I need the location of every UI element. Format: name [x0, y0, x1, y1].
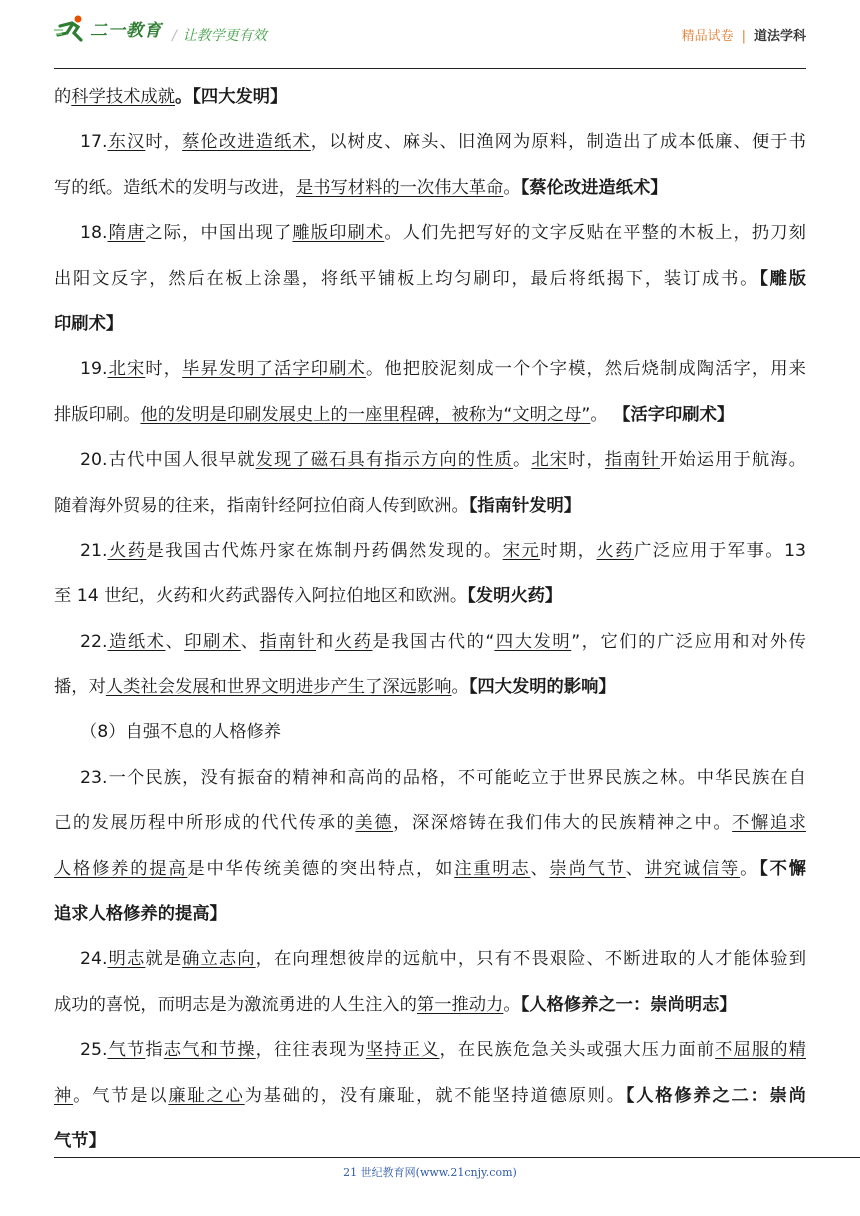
text-segment: 。 [740, 858, 760, 879]
header-rule [54, 68, 806, 69]
header-right: 精品试卷 | 道法学科 [681, 29, 806, 44]
text-segment: 为基础的，没有廉耻，就不能坚持道德原则。 [244, 1085, 626, 1106]
text-segment: 。 [503, 177, 521, 198]
text-segment: 和 [316, 631, 335, 652]
text-line [54, 78, 806, 123]
text-segment: 成功的喜悦，而明志是为激流勇进的人生注入的 [54, 994, 417, 1015]
text-line [54, 1031, 806, 1076]
key-phrase: 科学技术成就 [71, 87, 175, 107]
text-segment: 时， [568, 450, 605, 471]
header-subject: 道法学科 [753, 29, 806, 44]
text-segment: 是我国古代炼丹家在炼制丹药偶然发现的。 [146, 540, 503, 561]
key-phrase: 讲究诚信等 [644, 858, 741, 879]
text-segment: 22. [80, 631, 108, 652]
slogan: / 让教学更有效 [172, 28, 267, 44]
footer-rule [54, 1157, 860, 1158]
key-phrase: 志气和节操 [163, 1040, 256, 1061]
document-body [54, 78, 806, 1167]
key-phrase: 不屈服的精 [715, 1040, 806, 1061]
text-segment: 广泛应用于军事。13 [633, 540, 806, 561]
text-segment: 时， [145, 359, 183, 380]
text-line [54, 759, 806, 804]
key-phrase: 人格修养的提高 [54, 858, 188, 879]
key-phrase: 隋唐 [107, 223, 146, 244]
key-phrase: 注重明志 [454, 858, 531, 879]
text-line [54, 214, 806, 259]
text-line [54, 668, 806, 713]
text-segment: 20.古代中国人很早就 [80, 450, 256, 471]
text-segment: 17. [80, 132, 108, 153]
key-phrase: 人类社会发展和世界文明进步产生了深远影响 [105, 677, 452, 698]
text-segment: 。人们先把写好的文字反贴在平整的木板上，扔刀刻 [384, 223, 806, 244]
text-segment: 23.一个民族，没有振奋的精神和高尚的品格，不可能屹立于世界民族之林。中华民族在自 [80, 767, 806, 788]
key-phrase: 雕版印刷术 [292, 223, 385, 244]
text-segment: 24. [80, 949, 108, 970]
page-header [54, 14, 806, 54]
text-segment: ”，它们的广泛应用和对外传 [571, 631, 806, 652]
text-line [54, 441, 806, 486]
key-phrase: 四大发明 [494, 631, 572, 652]
text-segment: 。 [590, 404, 614, 425]
text-segment: 、 [530, 858, 550, 879]
text-line [54, 577, 806, 622]
text-segment: 随着海外贸易的往来，指南针经阿拉伯商人传到欧洲。 [54, 495, 469, 516]
text-segment: 、 [625, 858, 645, 879]
text-segment: ，往往表现为 [255, 1040, 366, 1061]
key-phrase: 气节 [107, 1040, 146, 1061]
key-phrase: 火药 [596, 540, 634, 561]
text-segment: 是中华传统美德的突出特点，如 [187, 858, 455, 879]
text-segment: ，在民族危急关头或强大压力面前 [439, 1040, 716, 1061]
key-phrase: 不懈追求 [732, 813, 806, 834]
key-phrase: 火药 [107, 540, 147, 561]
key-phrase: 火药 [334, 631, 373, 652]
logo-text: 二一教育 [90, 20, 162, 41]
key-phrase: 是书写材料的一次伟大革命 [295, 177, 504, 198]
key-phrase: 坚持正义 [365, 1040, 440, 1061]
text-segment: 指 [145, 1040, 164, 1061]
text-segment: 19. [80, 359, 108, 380]
key-phrase: 美德 [355, 813, 394, 834]
key-phrase: 指南针 [259, 631, 317, 652]
key-phrase: 崇尚气节 [549, 858, 626, 879]
text-segment: 、 [165, 631, 185, 652]
text-segment: ，以树皮、麻头、旧渔网为原料，制造出了成本低廉、便于书 [310, 132, 806, 153]
text-segment: 25. [80, 1040, 108, 1061]
text-line [54, 532, 806, 577]
text-segment: 、 [240, 631, 260, 652]
answer-tag: 【不懈 [759, 858, 806, 879]
answer-tag: 【蔡伦改进造纸术】 [520, 177, 668, 198]
text-segment: 。 [512, 450, 532, 471]
key-phrase: 造纸术 [107, 631, 166, 652]
answer-tag: 【四大发明的影响】 [468, 677, 616, 698]
text-line [54, 895, 806, 940]
key-phrase: 指南针 [604, 450, 661, 471]
key-phrase: 蔡伦改进造纸术 [182, 132, 311, 153]
text-segment: 出阳文反字，然后在板上涂墨，将纸平铺板上均匀刷印，最后将纸揭下，装订成书。 [54, 268, 760, 289]
key-phrase: 神 [54, 1085, 74, 1106]
text-segment: 是我国古代的“ [372, 631, 495, 652]
key-phrase: 发现了磁石具有指示方向的性质 [255, 450, 513, 471]
text-line [54, 305, 806, 350]
text-line [54, 850, 806, 895]
answer-tag: 【人格修养之二：崇尚 [625, 1085, 806, 1106]
text-segment: 之际，中国出现了 [145, 223, 293, 244]
text-line [54, 713, 806, 758]
text-segment: 21. [80, 540, 108, 561]
text-line [54, 396, 806, 441]
answer-tag: 气节】 [54, 1130, 106, 1151]
text-segment: （8）自强不息的人格修养 [80, 722, 282, 743]
key-phrase: 确立志向 [182, 949, 256, 970]
answer-tag: 印刷术】 [54, 313, 124, 334]
key-phrase: 北宋 [107, 359, 146, 380]
answer-tag: 【雕版 [759, 268, 806, 289]
text-segment: 18. [80, 223, 108, 244]
text-segment: 。气节是以 [73, 1085, 169, 1106]
key-phrase: 毕昇发明了活字印刷术 [182, 359, 366, 380]
logo [54, 14, 162, 42]
text-segment: 就是 [145, 949, 183, 970]
text-segment: 至 14 世纪，火药和火药武器传入阿拉伯地区和欧洲。 [54, 586, 468, 607]
answer-tag: 【发明火药】 [467, 586, 563, 607]
text-line [54, 169, 806, 214]
key-phrase: 第一推动力 [416, 994, 504, 1015]
text-line [54, 123, 806, 168]
text-segment: 时期， [540, 540, 597, 561]
key-phrase: 明志 [107, 949, 146, 970]
answer-tag: 【活字印刷术】 [613, 404, 735, 425]
page-footer: 21 世纪教育网(www.21cnjy.com) [343, 1166, 517, 1179]
key-phrase: 宋元 [502, 540, 541, 561]
text-line [54, 260, 806, 305]
key-phrase: 廉耻之心 [168, 1085, 245, 1106]
text-segment: 排版印刷。 [54, 404, 141, 425]
key-phrase: 印刷术 [184, 631, 241, 652]
text-line [54, 1122, 806, 1167]
answer-tag: 追求人格修养的提高】 [54, 904, 227, 925]
text-segment: ，在向理想彼岸的远航中，只有不畏艰险、不断进取的人才能体验到 [255, 949, 806, 970]
answer-tag: 【人格修养之一：崇尚明志】 [520, 994, 737, 1015]
text-segment: 己的发展历程中所形成的代代传承的 [54, 813, 356, 834]
text-line [54, 986, 806, 1031]
header-category: 精品试卷 [681, 29, 734, 44]
text-segment: 写的纸。造纸术的发明与改进， [54, 177, 296, 198]
runner-logo-icon [54, 14, 88, 42]
text-segment: 开始运用于航海。 [660, 450, 806, 471]
key-phrase: 北宋 [531, 450, 569, 471]
text-segment: 播，对 [54, 677, 106, 698]
text-segment: 的 [54, 87, 72, 107]
text-segment: 时， [145, 132, 183, 153]
text-segment: 。 [451, 677, 469, 698]
text-line [54, 940, 806, 985]
key-phrase: 东汉 [107, 132, 146, 153]
text-line [54, 1077, 806, 1122]
text-line [54, 487, 806, 532]
text-segment: 。 [503, 994, 521, 1015]
key-phrase: 他的发明是印刷发展史上的一座里程碑，被称为“文明之母” [140, 404, 591, 425]
text-line [54, 350, 806, 395]
text-segment: ，深深熔铸在我们伟大的民族精神之中。 [393, 813, 733, 834]
text-line [54, 804, 806, 849]
answer-tag: 【指南针发明】 [468, 495, 582, 516]
text-segment: 。他把胶泥刻成一个个字模，然后烧制成陶活字，用来 [365, 359, 806, 380]
text-line [54, 623, 806, 668]
answer-tag: 。【四大发明】 [175, 87, 288, 107]
